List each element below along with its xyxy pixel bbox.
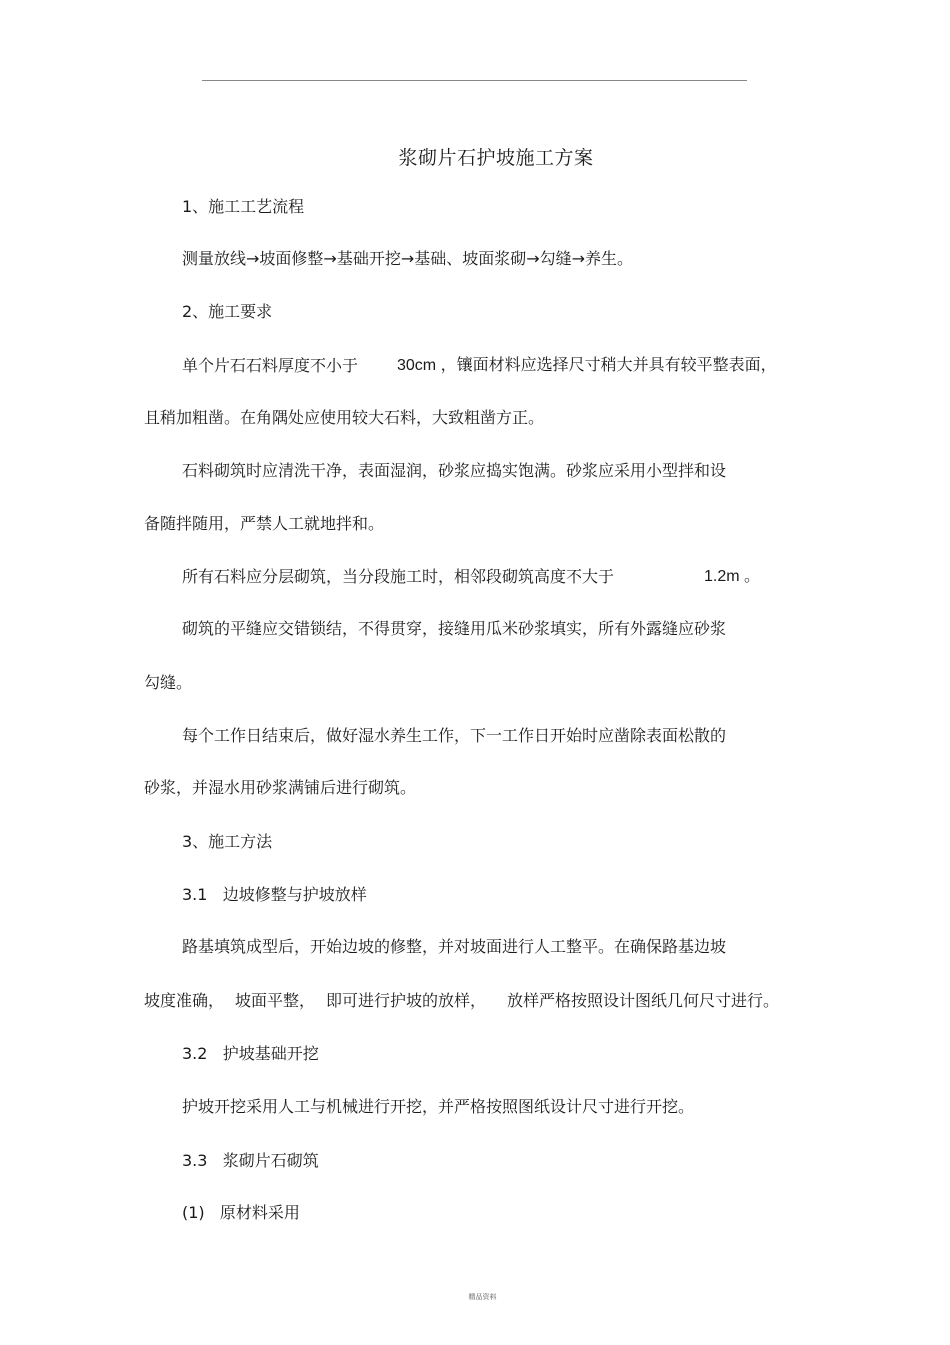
paragraph-line: 每个工作日结束后，做好湿水养生工作，下一工作日开始时应凿除表面松散的 <box>182 726 727 745</box>
section-heading-2: 2、施工要求 <box>182 302 273 321</box>
paragraph-line: 备随拌随用，严禁人工就地拌和。 <box>144 514 385 533</box>
paragraph-line: 放样严格按照设计图纸几何尺寸进行。 <box>507 991 780 1010</box>
subsection-heading: 3.3 浆砌片石砌筑 <box>182 1151 319 1170</box>
paragraph-line: 且稍加粗凿。在角隅处应使用较大石料，大致粗凿方正。 <box>144 408 545 427</box>
page-footer: 精品资料 <box>468 1293 497 1301</box>
paragraph-line: 单个片石石料厚度不小于 <box>182 356 359 375</box>
document-title: 浆砌片石护坡施工方案 <box>398 147 594 169</box>
paragraph-line: 30cm ，镶面材料应选择尺寸稍大并具有较平整表面， <box>397 357 777 374</box>
paragraph-line: 砌筑的平缝应交错锁结，不得贯穿，接缝用瓜米砂浆填实，所有外露缝应砂浆 <box>182 619 727 638</box>
paragraph-line: 路基填筑成型后，开始边坡的修整，并对坡面进行人工整平。在确保路基边坡 <box>182 937 727 956</box>
paragraph-line: 1.2m 。 <box>704 568 761 585</box>
paragraph-line: 护坡开挖采用人工与机械进行开挖，并严格按照图纸设计尺寸进行开挖。 <box>182 1097 695 1116</box>
subsection-heading: 3.2 护坡基础开挖 <box>182 1044 319 1063</box>
paragraph-line: 测量放线→坡面修整→基础开挖→基础、坡面浆砌→勾缝→养生。 <box>182 249 634 268</box>
paragraph-line: 坡面平整， <box>235 991 316 1010</box>
paragraph-line: 石料砌筑时应清洗干净，表面湿润，砂浆应捣实饱满。砂浆应采用小型拌和设 <box>182 461 727 480</box>
subsection-heading: 3.1 边坡修整与护坡放样 <box>182 885 367 904</box>
section-heading-3: 3、施工方法 <box>182 832 273 851</box>
paragraph-line: 坡度准确， <box>144 991 225 1010</box>
paragraph-line: 所有石料应分层砌筑，当分段施工时，相邻段砌筑高度不大于 <box>182 567 615 586</box>
paragraph-line: 砂浆，并湿水用砂浆满铺后进行砌筑。 <box>144 778 417 797</box>
header-rule <box>202 80 747 81</box>
list-item-heading: (1) 原材料采用 <box>182 1203 300 1222</box>
paragraph-line: 即可进行护坡的放样， <box>326 991 487 1010</box>
paragraph-line: 勾缝。 <box>144 673 193 692</box>
section-heading-1: 1、施工工艺流程 <box>182 197 305 216</box>
